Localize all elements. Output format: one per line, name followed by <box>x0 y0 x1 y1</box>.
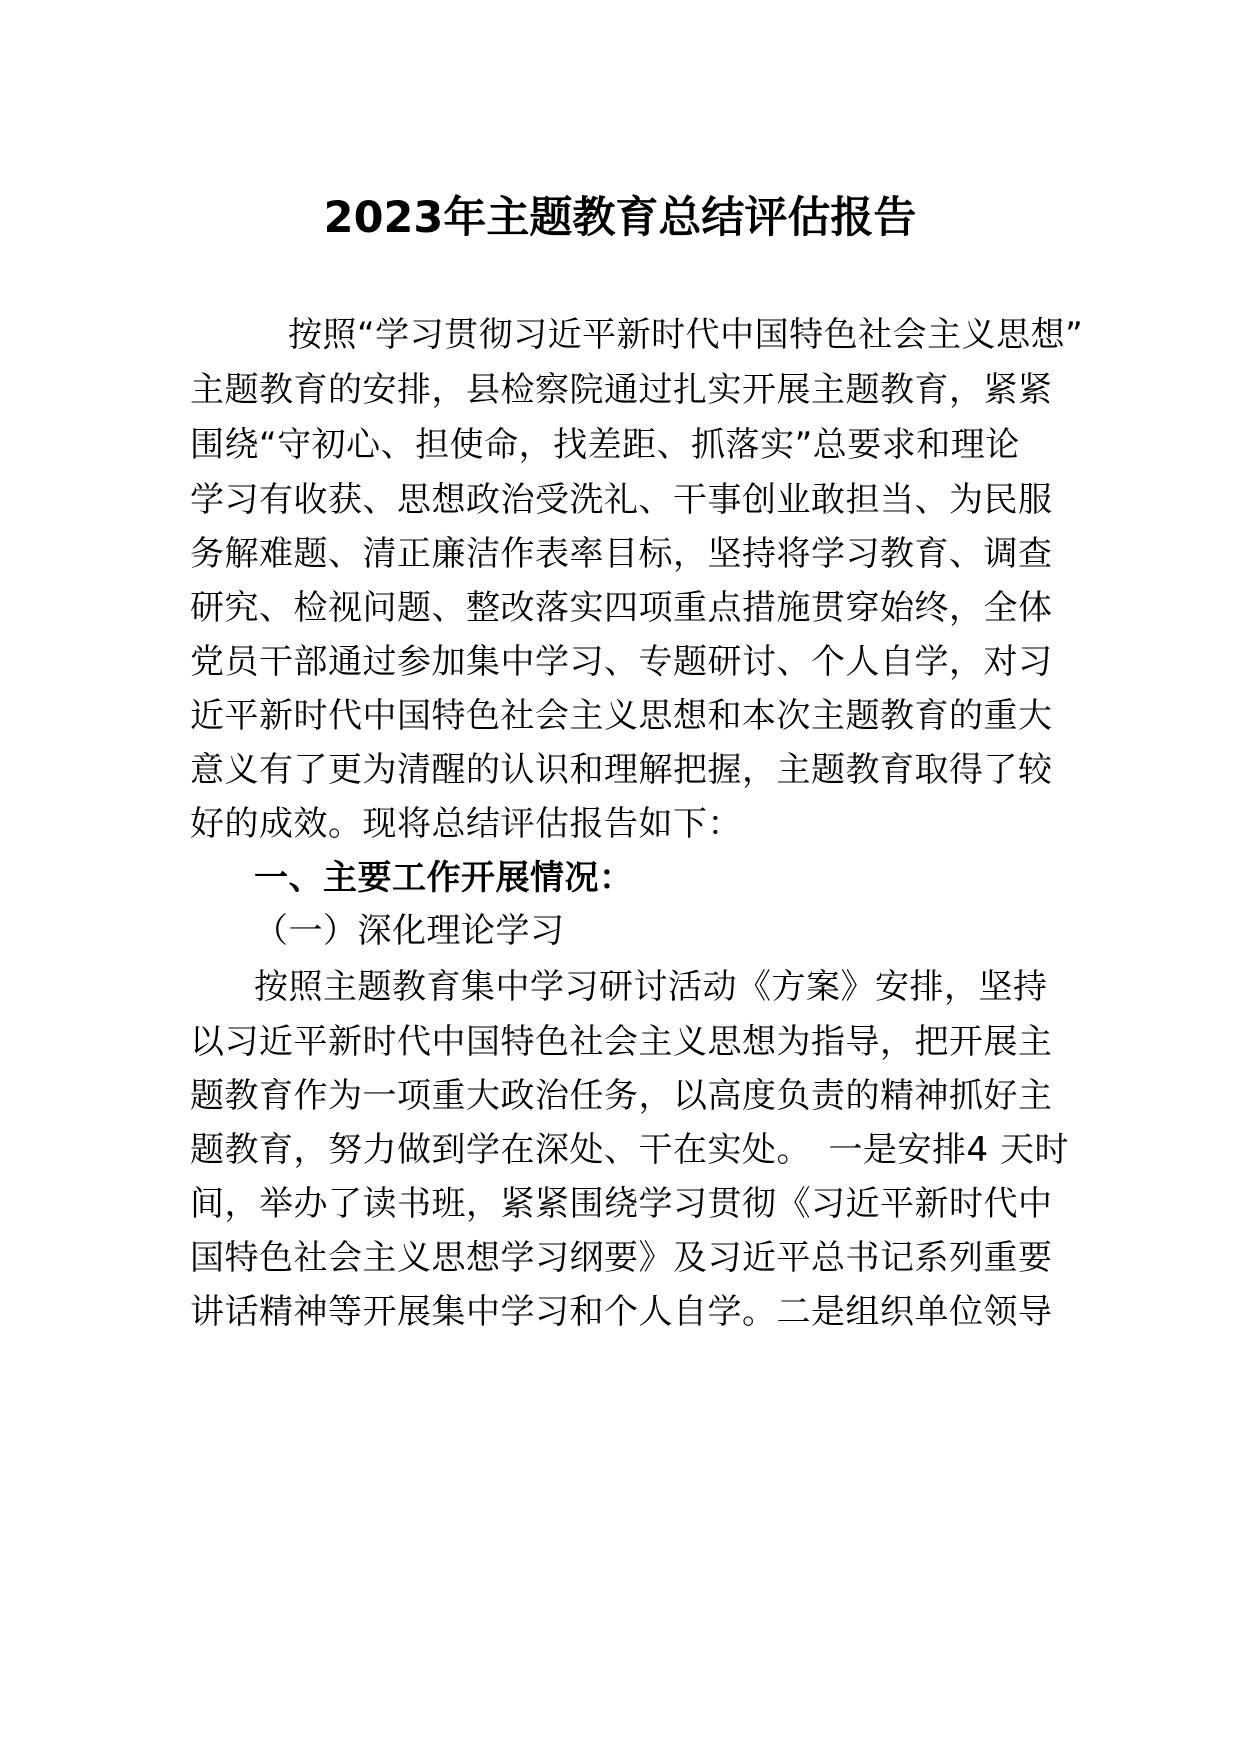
paragraph-line: 以习近平新时代中国特色社会主义思想为指导，把开展主 <box>190 1022 1053 1062</box>
paragraph-line: 间，举办了读书班，紧紧围绕学习贯彻《习近平新时代中 <box>190 1184 1053 1224</box>
section-heading: 一、主要工作开展情况： <box>254 858 634 898</box>
paragraph-line: 学习有收获、思想政治受洗礼、干事创业敢担当、为民服 <box>190 480 1053 520</box>
paragraph-line: 题教育，努力做到学在深处、干在实处。 一是安排4 天时 <box>190 1130 1069 1170</box>
paragraph-line: 题教育作为一项重大政治任务，以高度负责的精神抓好主 <box>190 1076 1053 1116</box>
paragraph-line: 围绕“守初心、担使命，找差距、抓落实”总要求和理论 <box>190 425 1020 465</box>
paragraph-line: 意义有了更为清醒的认识和理解把握，主题教育取得了较 <box>190 750 1053 790</box>
paragraph-line: 务解难题、清正廉洁作表率目标，坚持将学习教育、调查 <box>190 534 1053 574</box>
paragraph-line: 研究、检视问题、整改落实四项重点措施贯穿始终，全体 <box>190 588 1053 628</box>
paragraph-line: 按照主题教育集中学习研讨活动《方案》安排，坚持 <box>254 967 1048 1007</box>
subsection-heading: （一）深化理论学习 <box>254 911 565 951</box>
paragraph-line: 近平新时代中国特色社会主义思想和本次主题教育的重大 <box>190 696 1053 736</box>
document-title: 2023年主题教育总结评估报告 <box>323 193 917 243</box>
paragraph-line: 按照“学习贯彻习近平新时代中国特色社会主义思想” <box>288 315 1084 355</box>
paragraph-line: 好的成效。现将总结评估报告如下： <box>190 804 742 844</box>
paragraph-line: 国特色社会主义思想学习纲要》及习近平总书记系列重要 <box>190 1238 1053 1278</box>
paragraph-line: 党员干部通过参加集中学习、专题研讨、个人自学，对习 <box>190 642 1053 682</box>
paragraph-line: 主题教育的安排，县检察院通过扎实开展主题教育，紧紧 <box>190 370 1053 410</box>
paragraph-line: 讲话精神等开展集中学习和个人自学。二是组织单位领导 <box>190 1292 1053 1332</box>
